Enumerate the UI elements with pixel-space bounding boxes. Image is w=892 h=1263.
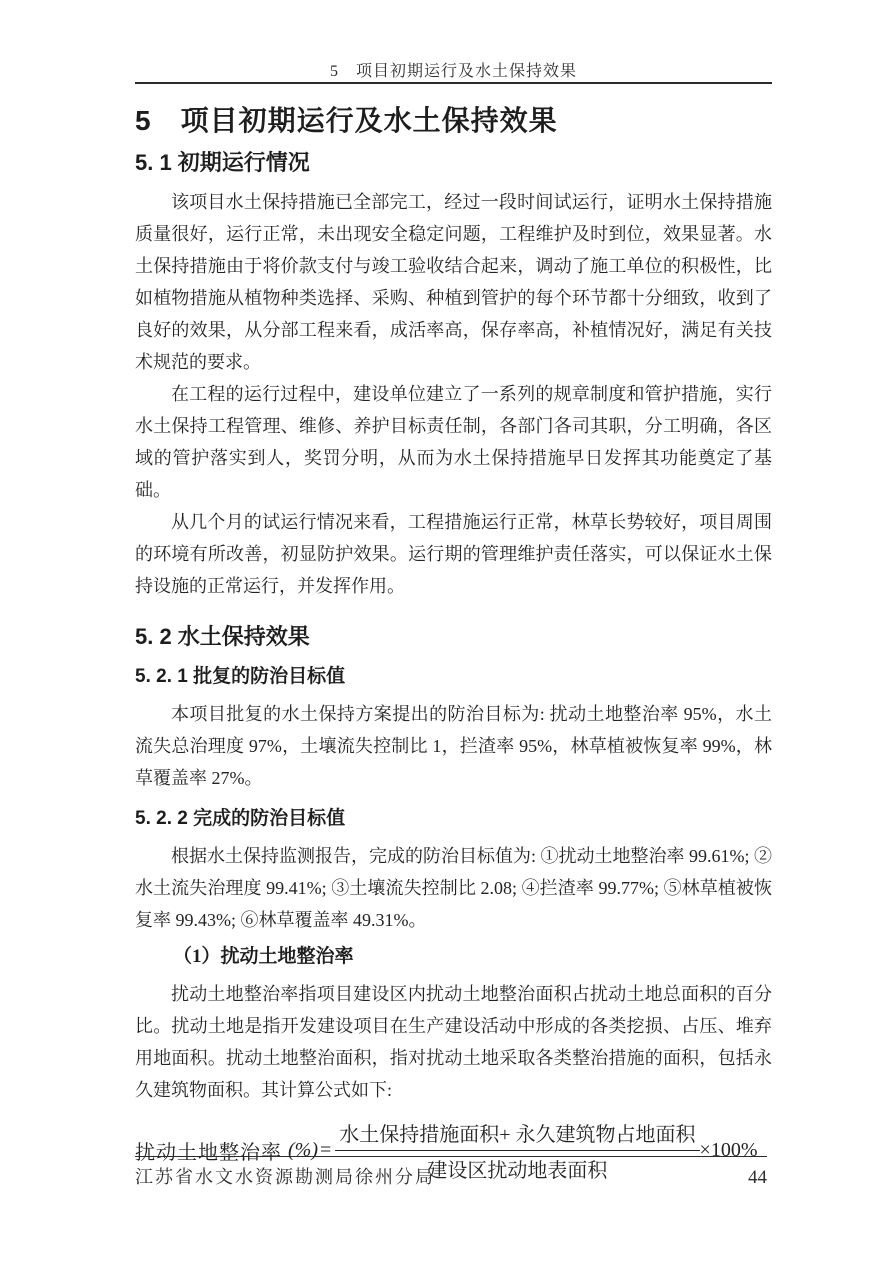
footer-organization: 江苏省水文水资源勘测局徐州分局 xyxy=(135,1167,435,1187)
item-1-heading: （1）扰动土地整治率 xyxy=(173,946,354,967)
formula-lhs: 扰动土地整治率 xyxy=(135,1142,282,1164)
content-column xyxy=(135,0,772,1183)
section-5-1-paragraph-2: 在工程的运行过程中，建设单位建立了一系列的规章制度和管护措施，实行水土保持工程管理、维修、养护目标责任制，各部门各司其职，分工明确，各区域的管护落实到人，奖罚分明，从而为水土保持措施早日发挥其功能奠定了基础。 xyxy=(135,384,772,500)
running-header-title: 5 项目初期运行及水土保持效果 xyxy=(329,63,577,80)
formula-denominator: 建设区扰动地表面积 xyxy=(427,1160,608,1182)
section-5-1-paragraph-1: 该项目水土保持措施已全部完工，经过一段时间试运行，证明水土保持措施质量很好，运行正常，未出现安全稳定问题，工程维护及时到位，效果显著。水土保持措施由于将价款支付与竣工验收结合起来，调动了施工单位的积极性，比如植物措施从植物种类选择、采购、种植到管护的每个环节都十分细致，收到了良好的效果，从分部工程来看，成活率高，保存率高，补植情况好，满足有关技术规范的要求。 xyxy=(135,192,772,372)
formula-multiplier: ×100% xyxy=(699,1139,758,1161)
section-5-1-heading: 5. 1 初期运行情况 xyxy=(135,150,310,175)
chapter-title: 5 项目初期运行及水土保持效果 xyxy=(135,105,558,136)
running-footer xyxy=(135,1163,767,1189)
subsection-5-2-1-paragraph: 本项目批复的水土保持方案提出的防治目标为: 扰动土地整治率 95%，水土流失总治理度 97%，土壤流失控制比 1，拦渣率 95%，林草植被恢复率 99%，林草覆盖率 27%。 xyxy=(135,704,772,788)
formula-equals-sign: = xyxy=(319,1139,332,1161)
formula-percent-symbol: (%) xyxy=(288,1139,318,1161)
formula-numerator: 水土保持措施面积+ 永久建筑物占地面积 xyxy=(335,1118,699,1151)
section-5-2-heading: 5. 2 水土保持效果 xyxy=(135,624,310,649)
subsection-5-2-2-paragraph: 根据水土保持监测报告，完成的防治目标值为: ①扰动土地整治率 99.61%; ②水土流失治理度 99.41%; ③土壤流失控制比 2.08; ④拦渣率 99.77%; ⑤林草植被恢复率 99.43%; ⑥林草覆盖率 49.31%。 xyxy=(135,846,772,930)
subsection-5-2-1-heading: 5. 2. 1 批复的防治目标值 xyxy=(135,666,346,687)
subsection-5-2-2-heading: 5. 2. 2 完成的防治目标值 xyxy=(135,808,346,829)
section-5-1-paragraph-3: 从几个月的试运行情况来看，工程措施运行正常，林草长势较好，项目周围的环境有所改善，初显防护效果。运行期的管理维护责任落实，可以保证水土保持设施的正常运行，并发挥作用。 xyxy=(135,512,772,596)
footer-rule xyxy=(135,1156,767,1157)
item-1-paragraph: 扰动土地整治率指项目建设区内扰动土地整治面积占扰动土地总面积的百分比。扰动土地是指开发建设项目在生产建设活动中形成的各类挖损、占压、堆弃用地面积。扰动土地整治面积，指对扰动土地采取各类整治措施的面积，包括永久建筑物面积。其计算公式如下: xyxy=(135,984,772,1100)
footer-page-number: 44 xyxy=(748,1167,767,1188)
